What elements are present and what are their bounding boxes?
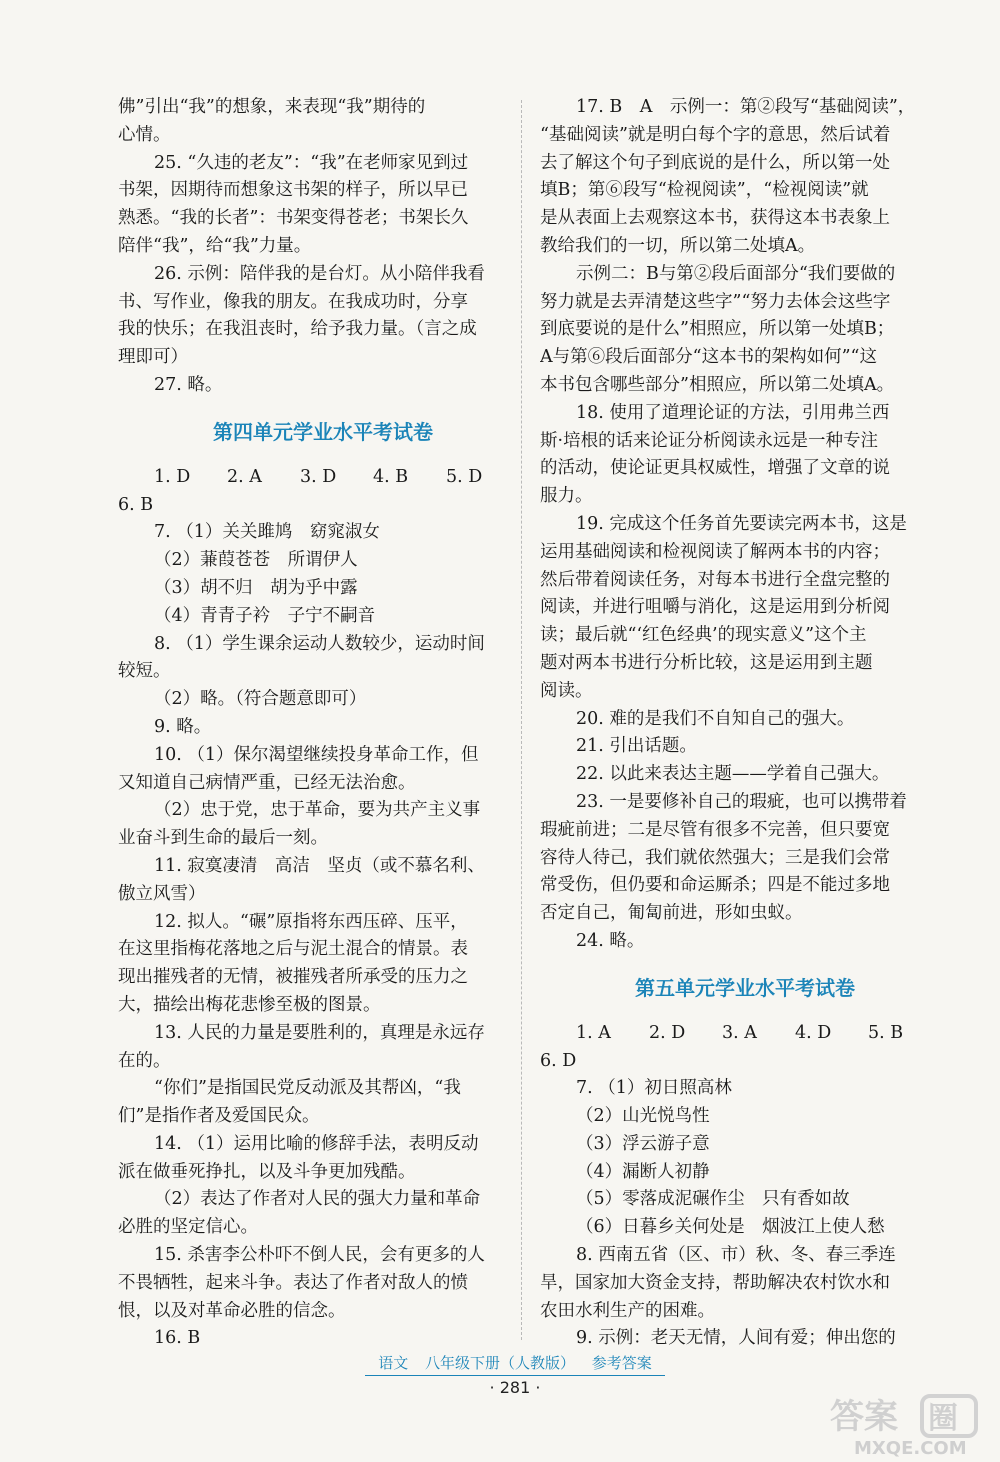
left-column <box>118 94 528 1353</box>
page-number: · 281 · <box>489 1378 541 1397</box>
answer-line: 较短。 <box>118 661 171 682</box>
svg-text:圈: 圈 <box>928 1401 958 1436</box>
mc-answer: 1. A <box>576 1022 611 1043</box>
answer-line: 18. 使用了道理论证的方法，引用弗兰西 <box>576 402 890 423</box>
answer-line: 到底要说的是什么”相照应，所以第一处填B； <box>540 319 895 340</box>
answer-line: 6. D <box>540 1050 577 1071</box>
footer-grade: 八年级下册（人教版） <box>424 1354 575 1372</box>
answer-line: （4）青青子衿 子宁不嗣音 <box>154 605 376 626</box>
answer-line: 现出摧残者的无情，被摧残者所承受的压力之 <box>118 967 468 988</box>
answer-line: 本书包含哪些部分”相照应，所以第二处填A。 <box>540 374 895 395</box>
answer-line: 农田水利生产的困难。 <box>540 1300 715 1321</box>
answer-line: 业奋斗到生命的最后一刻。 <box>118 828 328 849</box>
answer-line: （2）表达了作者对人民的强大力量和革命 <box>154 1189 481 1210</box>
right-top-answers <box>540 94 950 956</box>
answer-line: 7. （1）关关雎鸠 窈窕淑女 <box>154 522 380 543</box>
mc-answer: 1. D <box>154 466 191 487</box>
section-4-title: 第四单元学业水平考试卷 <box>213 419 433 444</box>
answer-line: 8. （1）学生课余运动人数较少，运动时间 <box>154 633 485 654</box>
answer-line: 读；最后就“‘红色经典’的现实意义”这个主 <box>540 625 867 646</box>
answer-line: 15. 杀害李公朴吓不倒人民，会有更多的人 <box>154 1245 485 1266</box>
svg-text:答案: 答案 <box>830 1397 898 1437</box>
answer-line: 我的快乐；在我沮丧时，给予我力量。（言之成 <box>118 319 477 340</box>
answer-line: 19. 完成这个任务首先要读完两本书，这是 <box>576 513 907 534</box>
answer-line: 示例二：B与第②段后面部分“我们要做的 <box>576 263 896 284</box>
answer-line: 在的。 <box>118 1050 171 1071</box>
answer-line: 填B；第⑥段写“检视阅读”，“检视阅读”就 <box>540 180 869 201</box>
answer-line: 否定自己，匍匐前进，形如虫蚁。 <box>540 903 803 924</box>
answer-line: 容待人待己，我们就依然强大；三是我们会常 <box>540 847 890 868</box>
answer-line: 12. 拟人。“碾”原指将东西压碎、压平， <box>154 911 468 932</box>
answer-line: 22. 以此来表达主题——学着自己强大。 <box>576 764 890 785</box>
answer-line: 24. 略。 <box>576 930 645 951</box>
answer-line: 书、写作业，像我的朋友。在我成功时，分享 <box>118 291 468 312</box>
answer-line: 17. B A 示例一：第②段写“基础阅读”， <box>576 97 916 117</box>
watermark-logo <box>810 1392 990 1458</box>
right-column <box>540 94 950 1353</box>
answer-line: 佛”引出“我”的想象，来表现“我”期待的 <box>118 97 426 117</box>
answer-line: 心情。 <box>118 124 171 145</box>
column-divider <box>521 100 522 1340</box>
answer-line: 书架，因期待而想象这书架的样子，所以早已 <box>118 180 468 201</box>
answer-line: 斯·培根的话来论证分析阅读永远是一种专注 <box>540 430 879 451</box>
answer-line: （5）零落成泥碾作尘 只有香如故 <box>576 1189 850 1210</box>
answer-line: 9. 略。 <box>154 716 212 737</box>
mc-answer: 5. B <box>868 1022 904 1043</box>
left-top-answers <box>118 94 528 400</box>
answer-line: （2）略。（符合题意即可） <box>154 689 367 710</box>
answer-line: （3）浮云游子意 <box>576 1133 710 1154</box>
section-5-answers <box>540 1048 950 1354</box>
mc-answer: 3. A <box>722 1022 757 1043</box>
answer-line: 教给我们的一切，所以第二处填A。 <box>540 235 816 256</box>
answer-line: 瑕疵前进；二是尽管有很多不完善，但只要宽 <box>540 819 890 840</box>
mc-answer: 3. D <box>300 466 337 487</box>
answer-line: 旱，国家加大资金支持，帮助解决农村饮水和 <box>540 1272 890 1293</box>
answer-line: 不畏牺牲，起来斗争。表达了作者对敌人的愤 <box>118 1272 468 1293</box>
section-5-multiple-choice <box>540 1020 950 1048</box>
answer-line: 阅读，并进行咀嚼与消化，这是运用到分析阅 <box>540 597 890 618</box>
answer-line: 阅读。 <box>540 680 593 701</box>
answer-line: 常受伤，但仍要和命运厮杀；四是不能过多地 <box>540 875 890 896</box>
answer-line: “基础阅读”就是明白每个字的意思，然后试着 <box>540 124 891 145</box>
answer-line: 派在做垂死挣扎，以及斗争更加残酷。 <box>118 1161 416 1182</box>
answer-line: （2）山光悦鸟性 <box>576 1106 710 1127</box>
answer-line: 7. （1）初日照高林 <box>576 1078 732 1099</box>
answer-line: 陪伴“我”，给“我”力量。 <box>118 235 312 256</box>
answer-line: 25. “久违的老友”：“我”在老师家见到过 <box>154 152 469 173</box>
answer-line: 去了解这个句子到底说的是什么，所以第一处 <box>540 152 890 173</box>
mc-answer: 4. B <box>373 466 409 487</box>
answer-line: 的活动，使论证更具权威性，增强了文章的说 <box>540 458 890 479</box>
footer-running-title <box>365 1352 665 1376</box>
answer-line: 8. 西南五省（区、市）秋、冬、春三季连 <box>576 1245 896 1266</box>
answer-line: “你们”是指国民党反动派及其帮凶，“我 <box>154 1078 461 1099</box>
section-4-answers <box>118 492 528 1354</box>
footer-subject: 语文 <box>378 1354 409 1372</box>
answer-line: 大，描绘出梅花悲惨至极的图景。 <box>118 994 381 1015</box>
answer-line: 理即可） <box>118 347 188 368</box>
answer-line: 27. 略。 <box>154 374 223 395</box>
answer-line: 13. 人民的力量是要胜利的，真理是永远存 <box>154 1022 485 1043</box>
mc-answer: 2. A <box>227 466 262 487</box>
answer-line: 6. B <box>118 494 154 515</box>
mc-answer: 2. D <box>649 1022 686 1043</box>
answer-line: 23. 一是要修补自己的瑕疵，也可以携带着 <box>576 791 907 812</box>
svg-text:MXQE.COM: MXQE.COM <box>854 1438 967 1458</box>
answer-line: 10. （1）保尔渴望继续投身革命工作，但 <box>154 744 479 765</box>
section-5-title: 第五单元学业水平考试卷 <box>635 975 855 1000</box>
answer-line: 26. 示例：陪伴我的是台灯。从小陪伴我看 <box>154 263 485 284</box>
answer-line: 11. 寂寞凄清 高洁 坚贞（或不慕名利、 <box>154 855 485 876</box>
answer-line: 16. B <box>154 1328 201 1349</box>
answer-line: 21. 引出话题。 <box>576 736 697 757</box>
answer-line: 努力就是去弄清楚这些字”“努力去体会这些字 <box>540 291 891 312</box>
answer-line: （2）蒹葭苍苍 所谓伊人 <box>154 550 358 571</box>
answer-line: A与第⑥段后面部分“这本书的架构如何”“这 <box>540 347 877 368</box>
answer-line: 然后带着阅读任务，对每本书进行全盘完整的 <box>540 569 890 590</box>
mc-answer: 4. D <box>795 1022 832 1043</box>
mc-answer: 5. D <box>446 466 483 487</box>
answer-line: 又知道自己病情严重，已经无法治愈。 <box>118 772 416 793</box>
answer-line: 恨，以及对革命必胜的信念。 <box>118 1300 346 1321</box>
answer-line: （6）日暮乡关何处是 烟波江上使人愁 <box>576 1217 885 1238</box>
answer-line: 必胜的坚定信心。 <box>118 1217 258 1238</box>
answer-line: 是从表面上去观察这本书，获得这本书表象上 <box>540 208 890 229</box>
section-4-multiple-choice <box>118 464 528 492</box>
answer-line: 9. 示例：老天无情，人间有爱；伸出您的 <box>576 1328 896 1349</box>
watermark-seal-icon <box>810 1392 990 1458</box>
answer-line: 在这里指梅花落地之后与泥土混合的情景。表 <box>118 939 468 960</box>
answer-line: （4）漏断人初静 <box>576 1161 710 1182</box>
answer-line: （2）忠于党，忠于革命，要为共产主义事 <box>154 800 481 821</box>
answer-line: 们”是指作者及爱国民众。 <box>118 1106 320 1127</box>
answer-line: 服力。 <box>540 486 593 507</box>
answer-line: 题对两本书进行分析比较，这是运用到主题 <box>540 652 873 673</box>
answer-line: 20. 难的是我们不自知自己的强大。 <box>576 708 855 729</box>
answer-line: 熟悉。“我的长者”：书架变得苍老；书架长久 <box>118 208 469 229</box>
answer-line: （3）胡不归 胡为乎中露 <box>154 577 358 598</box>
answer-line: 运用基础阅读和检视阅读了解两本书的内容； <box>540 541 890 562</box>
answer-line: 14. （1）运用比喻的修辞手法，表明反动 <box>154 1133 479 1154</box>
answer-line: 傲立风雪） <box>118 883 206 904</box>
footer-label: 参考答案 <box>591 1354 652 1372</box>
